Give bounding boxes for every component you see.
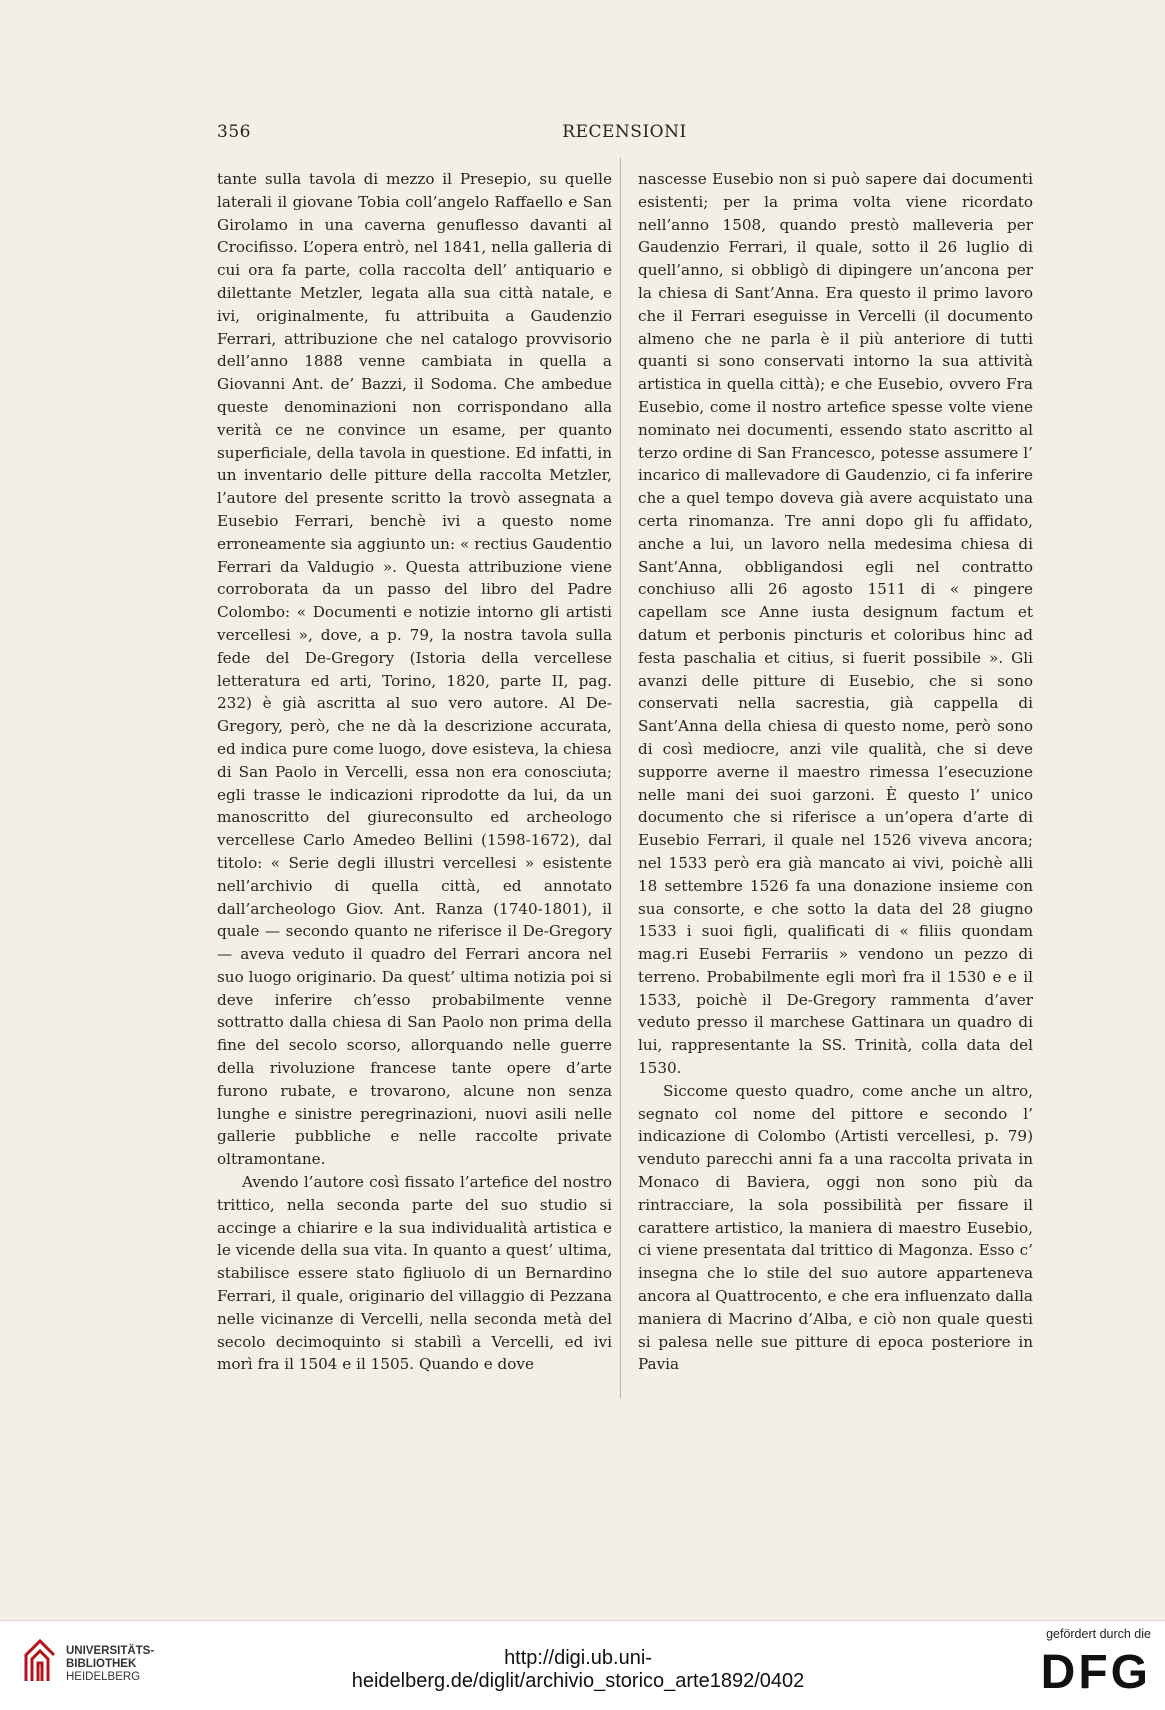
paragraph: tante sulla tavola di mezzo il Presepio, su quelle laterali il giovane Tobia coll’angelo Raffaello e San Girolamo in una caverna genuflesso davanti al Crocifisso. L’opera entrò, nel 1841, nella galleria di cui ora fa parte, colla raccolta dell’ antiquario e dilettante Metzler, legata alla sua città natale, e ivi, originalmente, fu attribuita a Gaudenzio Ferrari, attribuzione che nel catalogo provvisorio dell’anno 1888 venne cambiata in quella a Giovanni Ant. de’ Bazzi, il Sodoma. Che ambedue queste denominazioni non corrispondano alla verità ce ne convince un esame, per quanto superficiale, della tavola in questione. Ed infatti, in un inventario delle pitture della raccolta Metzler, l’autore del presente scritto la trovò assegnata a Eusebio Ferrari, benchè ivi a questo nome erroneamente sia aggiunto un: « rectius Gaudentio Ferrari da Valdugio ». Questa attribuzione viene corroborata da un passo del libro del Padre Colombo: « Documenti e notizie intorno gli artisti vercellesi », dove, a p. 79, la nostra tavola sulla fede del De-Gregory (Istoria della vercellese letteratura ed arti, Torino, 1820, parte II, pag. 232) è già ascritta al suo vero autore. Al De-Gregory, però, che ne dà la descrizione accurata, ed indica pure come luogo, dove esisteva, la chiesa di San Paolo in Vercelli, essa non era conosciuta; egli trasse le indicazioni riprodotte da lui, da un manoscritto del giureconsulto ed archeologo vercellese Carlo Amedeo Bellini (1598-1672), dal titolo: « Serie degli illustri vercellesi » esistente nell’archivio di quella città, ed annotato dall’archeologo Giov. Ant. Ranza (1740-1801), il quale — secondo quanto ne riferisce il De-Gregory — aveva veduto il quadro del Ferrari ancora nel suo luogo originario. Da quest’ ultima notizia poi si deve inferire ch’esso probabilmente venne sottratto dalla chiesa di San Paolo non prima della fine del secolo scorso, allorquando nelle guerre della rivoluzione francese tante opere d’arte furono rubate, e trovarono, alcune non senza lunghe e sinistre peregrinazioni, nuovi asili nelle gallerie pubbliche e nelle raccolte private oltramontane. [217,170,612,1169]
paragraph: nascesse Eusebio non si può sapere dai documenti esistenti; per la prima volta viene ricordato nell’anno 1508, quando prestò malleveria per Gaudenzio Ferrari, il quale, sotto il 26 luglio di quell’anno, si obbligò di dipingere un’ancona per la chiesa di Sant’Anna. Era questo il primo lavoro che il Ferrari eseguisse in Vercelli (il documento almeno che ne parla è il più anteriore di tutti quanti si sono conservati intorno la sua attività artistica in quella città); e che Eusebio, ovvero Fra Eusebio, come il nostro artefice spesse volte viene nominato nei documenti, essendo stato ascritto al terzo ordine di San Francesco, potesse assumere l’ incarico di mallevadore di Gaudenzio, ci fa inferire che a quel tempo doveva già avere acquistato una certa rinomanza. Tre anni dopo gli fu affidato, anche a lui, un lavoro nella medesima chiesa di Sant’Anna, obbligandosi egli nel contratto conchiuso alli 26 agosto 1511 di « pingere capellam sce Anne iusta designum factum et datum et perbonis pincturis et coloribus hinc ad festa paschalia et citius, si fuerit possibile ». Gli avanzi delle pitture di Eusebio, che si sono conservati nella sacrestia, già cappella di Sant’Anna della chiesa di questo nome, però sono di così mediocre, anzi vile qualità, che si deve supporre averne il maestro rimessa l’esecuzione nelle mani dei suoi garzoni. È questo l’ unico documento che si riferisce a un’opera d’arte di Eusebio Ferrari, il quale nel 1526 viveva ancora; nel 1533 però era già mancato ai vivi, poichè alli 18 settembre 1526 fa una donazione insieme con sua consorte, e che sotto la data del 28 giugno 1533 i suoi figli, qualificati di « filiis quondam mag.ri Eusebi Ferrariis » vendono un pezzo di terreno. Probabilmente egli morì fra il 1530 e e il 1533, poichè il De-Gregory rammenta d’aver veduto presso il marchese Gattinara un quadro di lui, rappresentante la SS. Trinità, colla data del 1530. [638,170,1033,1078]
paragraph: Avendo l’autore così fissato l’artefice del nostro trittico, nella seconda parte del suo studio si accinge a chiarire e la sua individualità artistica e le vicende della sua vita. In quanto a quest’ ultima, stabilisce essere stato figliuolo di un Bernardino Ferrari, il quale, originario del villaggio di Pezzana nelle vicinanze di Vercelli, nella seconda metà del secolo decimoquinto si stabilì a Vercelli, ed ivi morì fra il 1504 e il 1505. Quando e dove [217,1173,612,1374]
library-logo[interactable] [18,1633,178,1693]
dfg-sponsor[interactable] [1001,1627,1151,1705]
dfg-logo: DFG [1040,1646,1151,1699]
sponsor-caption: gefördert durch die [1046,1627,1151,1641]
section-title: RECENSIONI [562,122,687,142]
right-column [638,168,1033,1376]
viewer-footer [0,1620,1165,1710]
permalink-url[interactable]: http://digi.ub.uni-heidelberg.de/diglit/archivio_storico_arte1892/0402 [351,1647,805,1692]
page-number: 356 [217,122,251,142]
column-divider [620,158,621,1398]
left-column [217,168,612,1376]
paragraph: Siccome questo quadro, come anche un altro, segnato col nome del pittore e secondo l’ indicazione di Colombo (Artisti vercellesi, p. 79) venduto parecchi anni fa a una raccolta privata in Monaco di Baviera, oggi non sono più da rintracciare, la sola possibilità per fissare il carattere artistico, la maniera di maestro Eusebio, ci viene presentata dal trittico di Magonza. Esso c’ insegna che lo stile del suo autore apparteneva ancora al Quattrocento, e che era influenzato dalla maniera di Macrino d’Alba, e ciò non quale questi si palesa nelle sue pitture di epoca posteriore in Pavia [638,1081,1033,1374]
library-name: UNIVERSITÄTS- BIBLIOTHEK HEIDELBERG [66,1645,155,1683]
library-emblem-icon [18,1633,62,1689]
